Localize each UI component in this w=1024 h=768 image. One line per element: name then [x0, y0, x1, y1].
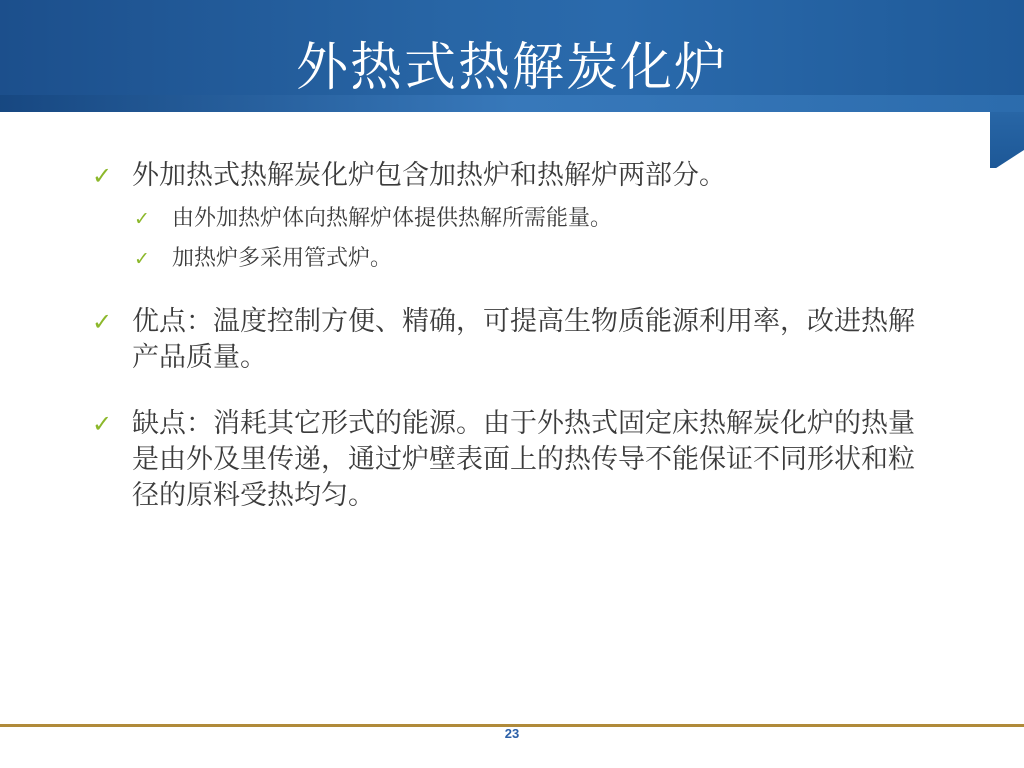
- sub-bullet-text: 加热炉多采用管式炉。: [172, 246, 393, 271]
- sub-bullet-item: [134, 244, 922, 274]
- sub-bullet-item: [134, 204, 922, 234]
- bullet-text: 优点：温度控制方便、精确，可提高生物质能源利用率，改进热解产品质量。: [132, 306, 915, 373]
- checkmark-icon: ✓: [92, 162, 113, 190]
- checkmark-icon: ✓: [92, 308, 113, 336]
- checkmark-icon: ✓: [134, 248, 150, 270]
- bullet-item: [92, 304, 922, 376]
- checkmark-icon: ✓: [134, 208, 150, 230]
- bullet-item: [92, 158, 922, 194]
- bullet-list: [92, 158, 922, 514]
- bullet-text: 缺点：消耗其它形式的能源。由于外热式固定床热解炭化炉的热量是由外及里传递，通过炉壁表面上的热传导不能保证不同形状和粒径的原料受热均匀。: [132, 408, 915, 511]
- slide-title: 外热式热解炭化炉: [295, 38, 728, 98]
- bullet-item: [92, 406, 922, 514]
- checkmark-icon: ✓: [92, 410, 113, 438]
- page-number: 23: [504, 726, 520, 741]
- sub-bullet-text: 由外加热炉体向热解炉体提供热解所需能量。: [172, 206, 613, 231]
- bullet-text: 外加热式热解炭化炉包含加热炉和热解炉两部分。: [132, 160, 726, 191]
